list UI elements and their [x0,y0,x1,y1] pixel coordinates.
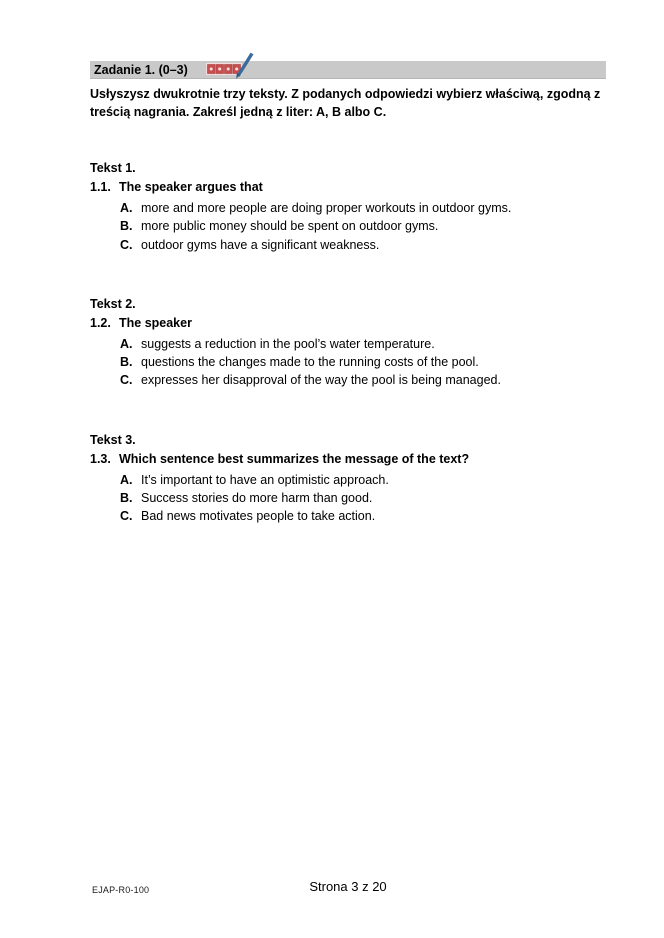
question-1-3 [90,450,606,468]
option-text: outdoor gyms have a significant weakness. [141,237,380,252]
option-letter: C. [120,237,133,252]
question-1-3-option-c [90,507,606,525]
question-1-2-option-c [90,371,606,389]
question-1-1 [90,178,606,196]
option-text: suggests a reduction in the pool’s water temperature. [141,336,435,351]
question-1-1-option-b [90,217,606,235]
option-letter: C. [120,509,133,524]
option-text: Success stories do more harm than good. [141,491,373,506]
form-code: EJAP-R0-100 [92,885,150,895]
section-tekst-2 [90,295,606,390]
option-text: It’s important to have an optimistic approach. [141,472,389,487]
option-letter: A. [120,472,133,487]
option-text: more public money should be spent on outdoor gyms. [141,219,439,234]
section-tekst-3 [90,431,606,526]
option-letter: A. [120,201,133,215]
task-header-bar [90,61,606,79]
option-text: more and more people are doing proper workouts in outdoor gyms. [141,201,512,215]
question-1-2-number: 1.2. [90,315,111,330]
option-text: expresses her disapproval of the way the pool is being managed. [141,373,501,388]
option-text: questions the changes made to the running costs of the pool. [141,355,479,370]
task-title: Zadanie 1. (0–3) [94,62,188,77]
question-1-2-text: The speaker [119,315,192,330]
section-tekst-1 [90,159,606,254]
option-letter: B. [120,219,133,234]
question-1-1-option-a [90,199,606,217]
page-number: Strona 3 z 20 [309,879,387,894]
question-1-2 [90,314,606,332]
question-1-2-option-b [90,353,606,371]
tekst-1-heading: Tekst 1. [90,161,136,175]
option-letter: B. [120,491,133,506]
question-1-3-option-b [90,489,606,507]
question-1-1-number: 1.1. [90,180,111,194]
tekst-3-heading: Tekst 3. [90,432,136,447]
question-1-3-number: 1.3. [90,451,111,466]
tekst-2-heading: Tekst 2. [90,296,136,311]
question-1-2-option-a [90,335,606,353]
option-letter: C. [120,373,133,388]
page-content [90,61,606,526]
question-1-3-text: Which sentence best summarizes the message of the text? [119,451,470,466]
option-letter: B. [120,355,133,370]
option-letter: A. [120,336,133,351]
question-1-1-option-c [90,236,606,254]
answer-sheet-pen-icon [205,52,257,80]
question-1-1-text: The speaker argues that [119,180,263,194]
question-1-3-option-a [90,471,606,489]
task-instructions: Usłyszysz dwukrotnie trzy teksty. Z podanych odpowiedzi wybierz właściwą, zgodną z treścią nagrania. Zakreśl jedną z liter: A, B albo C. [90,87,601,119]
option-text: Bad news motivates people to take action. [141,509,376,524]
